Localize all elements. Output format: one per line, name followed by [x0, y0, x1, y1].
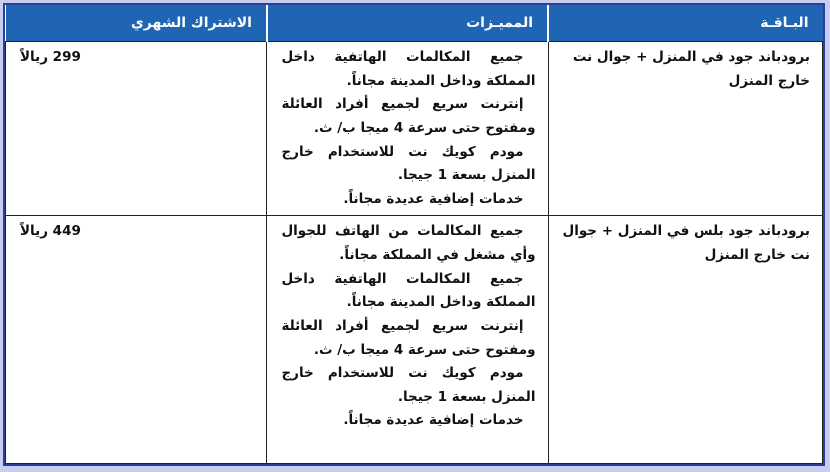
- packages-table-frame: [3, 3, 825, 466]
- features-cell: [267, 216, 548, 464]
- plan-name: برودباند جود بلس في المنزل + جوال نت خارج المنزل: [548, 216, 823, 464]
- feature-item: جميع المكالمات من الهاتف للجوال وأي مشغل في المملكة مجاناً.: [281, 223, 536, 263]
- feature-item: مودم كويك نت للاستخدام خارج المنزل بسعة 1 جيجا.: [281, 143, 536, 184]
- feature-item: خدمات إضافية عديدة مجاناً.: [343, 412, 524, 429]
- feature-item: خدمات إضافية عديدة مجاناً.: [343, 190, 524, 207]
- feature-item: إنترنت سريع لجميع أفراد العائلة ومفتوح حتى سرعة 4 ميجا ب/ ث.: [281, 317, 536, 358]
- table-row: [6, 42, 823, 216]
- price: 299 ريالاً: [6, 42, 267, 216]
- price: 449 ريالاً: [6, 216, 267, 464]
- features-cell: [267, 42, 548, 216]
- header-plan: البـاقـة: [548, 5, 823, 42]
- feature-item: جميع المكالمات الهاتفية داخل المملكة وداخل المدينة مجاناً.: [281, 270, 536, 311]
- table-row: [6, 216, 823, 464]
- header-price: الاشتراك الشهري: [6, 5, 267, 42]
- feature-item: جميع المكالمات الهاتفية داخل المملكة وداخل المدينة مجاناً.: [281, 49, 536, 89]
- header-features: المميـزات: [267, 5, 548, 42]
- plan-name: برودباند جود في المنزل + جوال نت خارج المنزل: [548, 42, 823, 216]
- feature-item: إنترنت سريع لجميع أفراد العائلة ومفتوح حتى سرعة 4 ميجا ب/ ث.: [281, 96, 536, 136]
- header-row: [6, 5, 823, 42]
- packages-table: [5, 5, 823, 464]
- feature-item: مودم كويك نت للاستخدام خارج المنزل بسعة 1 جيجا.: [281, 365, 536, 405]
